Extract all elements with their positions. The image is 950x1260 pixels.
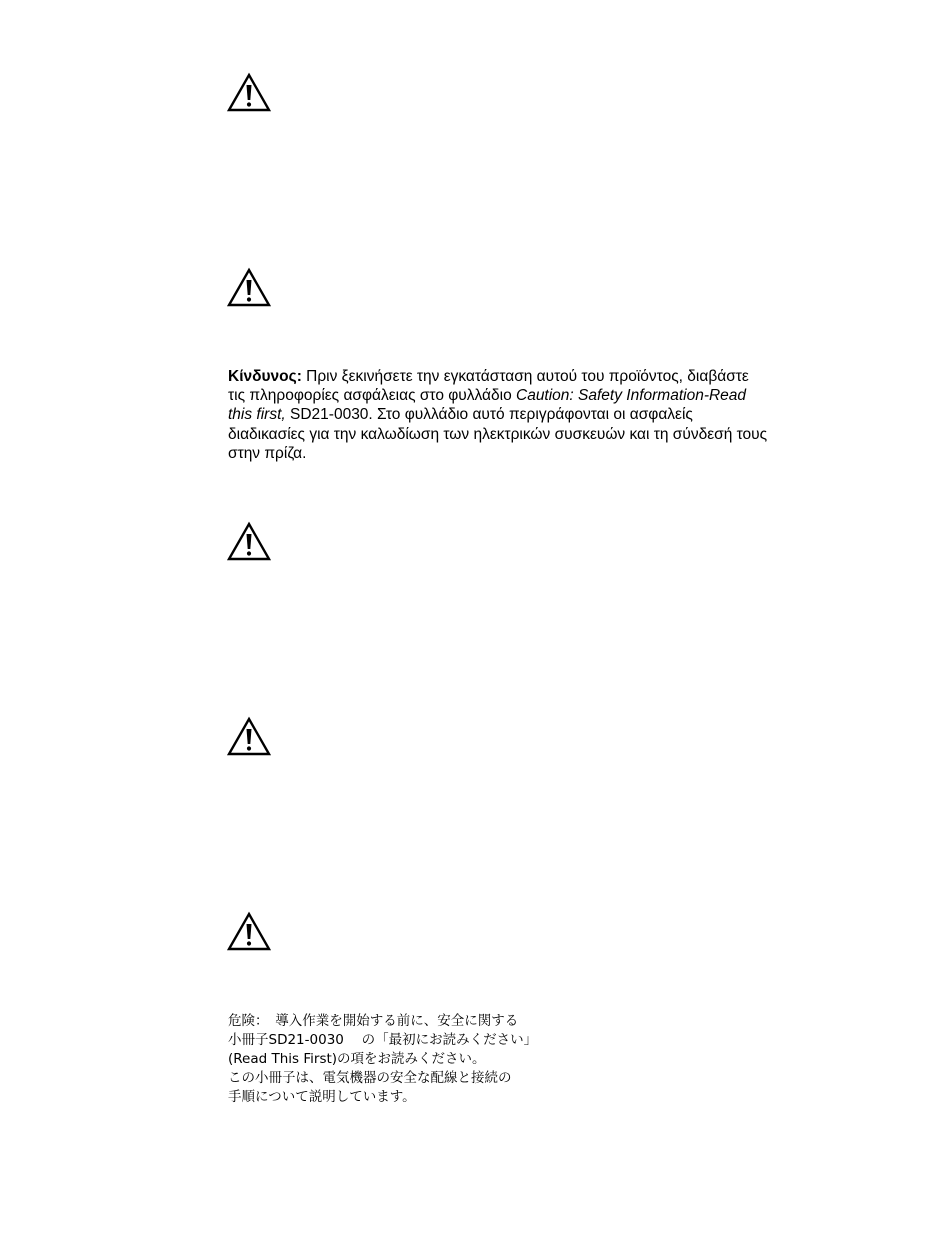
warning-triangle-icon: [226, 911, 272, 953]
warning-triangle-icon: [226, 72, 272, 114]
notice-line: (Read This First)の項をお読みください。: [228, 1051, 486, 1067]
danger-notice-greek: [228, 367, 768, 463]
danger-label: Κίνδυνος:: [228, 368, 302, 385]
notice-text: Πριν ξεκινήσετε την εγκατάσταση αυτού του προϊόντος, διαβάστε τις πληροφορίες ασφάλειας στο φυλλάδιο: [228, 368, 749, 405]
warning-triangle-icon: [226, 267, 272, 309]
notice-line: この小冊子は、電気機器の安全な配線と接続の: [228, 1070, 512, 1086]
notice-text: SD21-0030. Στο φυλλάδιο αυτό περιγράφονται οι ασφαλείς διαδικασίες για την καλωδίωση των ηλεκτρικών συσκευών και τη σύνδεσή τους στην πρίζα.: [228, 406, 768, 462]
notice-line: 危険： 導入作業を開始する前に、安全に関する: [228, 1013, 519, 1029]
notice-line: 手順について説明しています。: [228, 1089, 416, 1105]
warning-triangle-icon: [226, 716, 272, 758]
danger-notice-japanese: [228, 1012, 628, 1107]
warning-triangle-icon: [226, 521, 272, 563]
publication-title: Caution: Safety Information-Read this first,: [228, 387, 747, 424]
notice-line: 小冊子SD21-0030 の「最初にお読みください」: [228, 1032, 538, 1048]
